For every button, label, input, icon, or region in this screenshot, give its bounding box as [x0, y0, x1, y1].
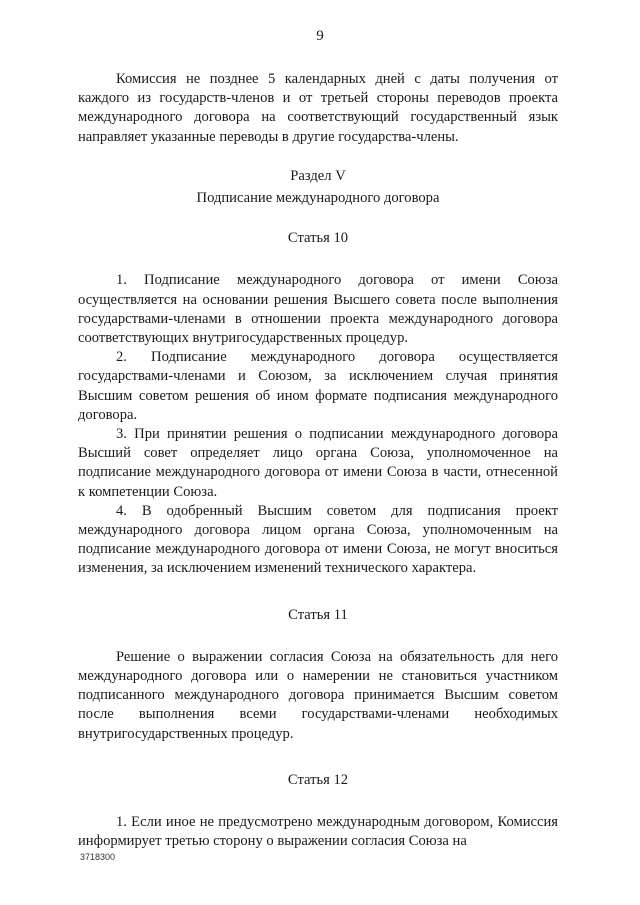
section-subtitle: Подписание международного договора: [196, 190, 440, 207]
page-number: 9: [316, 28, 324, 44]
article-11-paragraph-1: Решение о выражении согласия Союза на обязательность для него международного договора или о намерении не становиться участником подписанного международного договора принимается Высшим советом после выполнения всеми государствами-членами необходимых внутригосударственных процедур.: [78, 648, 558, 742]
document-body: [78, 70, 558, 852]
article-10-paragraph-1: 1. Подписание международного договора от имени Союза осуществляется на основании решения Высшего совета после выполнения государствами-членами в отношении проекта международного договора соответствующих внутригосударственных процедур.: [78, 272, 558, 347]
article-12-title: Статья 12: [287, 771, 349, 788]
article-12-paragraph-1: 1. Если иное не предусмотрено международным договором, Комиссия информирует третью сторону о выражении согласия Союза на: [78, 814, 558, 850]
section-title: Раздел V: [290, 167, 346, 184]
document-code: 3718300: [80, 852, 116, 862]
article-10-paragraph-2: 2. Подписание международного договора осуществляется государствами-членами и Союзом, за исключением случая принятия Высшим советом решения об ином формате подписания международного договора.: [78, 349, 558, 423]
article-11-title: Статья 11: [288, 606, 348, 623]
intro-paragraph: Комиссия не позднее 5 календарных дней с даты получения от каждого из государств-членов и от третьей стороны переводов проекта международного договора на соответствующий государственный язык направляет указанные переводы в другие государства-члены.: [78, 71, 558, 145]
article-10-paragraph-3: 3. При принятии решения о подписании международного договора Высший совет определяет лицо органа Союза, уполномоченное на подписание международного договора от имени Союза в части, отнесенной к компетенции Союза.: [78, 426, 558, 500]
article-10-paragraph-4: 4. В одобренный Высшим советом для подписания проект международного договора лицом органа Союза, уполномоченным на подписание международного договора от имени Союза, не могут вноситься изменения, за исключением изменений технического характера.: [78, 502, 558, 577]
article-10-title: Статья 10: [287, 230, 349, 247]
